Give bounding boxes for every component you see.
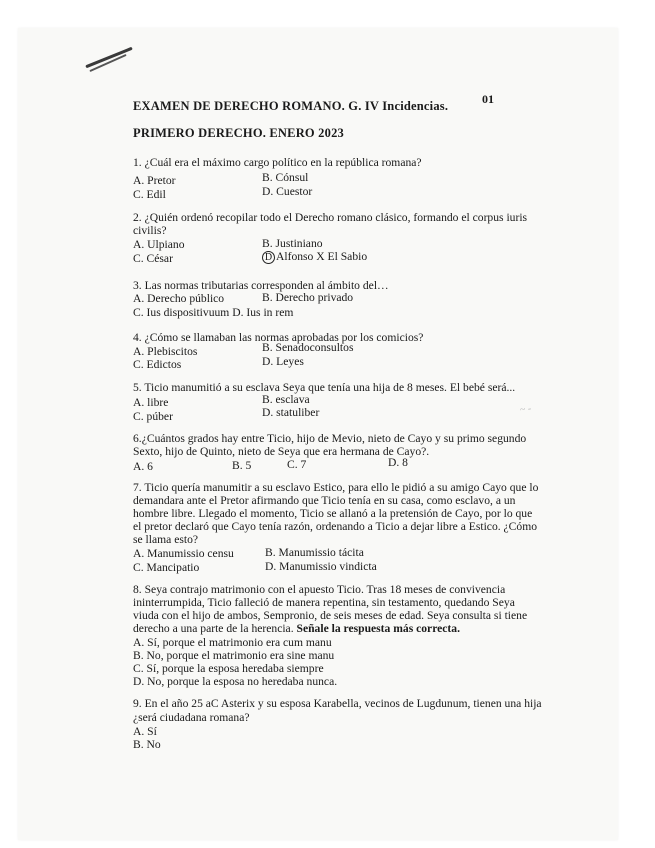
q7-option-d: D. Manumissio vindicta (265, 560, 377, 573)
q1-option-c: C. Edil (133, 188, 166, 201)
question-7-text: 7. Ticio quería manumitir a su esclavo Estico, para ello le pidió a su amigo Cayo que lo (133, 481, 539, 494)
question-9-text: ¿será ciudadana romana? (133, 711, 250, 724)
q6-option-c: C. 7 (287, 458, 307, 471)
question-8-text: ininterrumpida, Ticio falleció de manera repentina, sin testamento, quedando Seya (133, 596, 515, 609)
question-6-text: 6.¿Cuántos grados hay entre Ticio, hijo de Mevio, nieto de Cayo y su primo segundo (133, 432, 527, 445)
q4-option-d: D. Leyes (262, 355, 304, 368)
q4-option-c: C. Edictos (133, 358, 182, 371)
question-9-text: 9. En el año 25 aC Asterix y su esposa Karabella, vecinos de Lugdunum, tienen una hija (133, 697, 542, 710)
q7-option-b: B. Manumissio tácita (265, 546, 364, 559)
question-8-text-part: derecho a una parte de la herencia. (133, 622, 294, 635)
q6-option-d: D. 8 (388, 456, 408, 469)
q7-option-a: A. Manumissio censu (133, 547, 234, 560)
q3-option-a: A. Derecho público (133, 292, 225, 305)
q2-option-d (262, 250, 367, 264)
q9-option-a: A. Sí (133, 725, 157, 738)
question-6-text: Sexto, hijo de Quinto, nieto de Seya que era hermana de Cayo?. (133, 445, 430, 458)
q1-option-b: B. Cónsul (262, 171, 309, 184)
question-8-instruction: Señale la respuesta más correcta. (296, 622, 460, 635)
q5-option-c: C. púber (133, 410, 173, 423)
question-5-text: 5. Ticio manumitió a su esclava Seya que tenía una hija de 8 meses. El bebé será... (133, 381, 516, 394)
q3-option-b: B. Derecho privado (262, 291, 354, 304)
q8-option-b: B. No, porque el matrimonio era sine manu (133, 649, 335, 662)
question-4-text: 4. ¿Cómo se llamaban las normas aprobadas por los comicios? (133, 331, 424, 344)
exam-title: EXAMEN DE DERECHO ROMANO. G. IV Incidencias. (133, 99, 449, 113)
question-7-text: el pretor declaró que Cayo tenía razón, ordenando a Ticio a dejar libre a Estico. ¿Cómo (133, 520, 538, 533)
q8-option-c: C. Sí, porque la esposa heredaba siempre (133, 662, 324, 675)
question-8-text: viuda con el hijo de ambos, Sempronio, de seis meses de edad. Seya consulta si tiene (133, 609, 528, 622)
q3-option-c-d: C. Ius dispositivuum D. Ius in rem (133, 306, 294, 319)
question-7-text: demandara ante el Pretor afirmando que Ticio tenía en su casa, como esclavo, a un (133, 494, 516, 507)
question-3-text: 3. Las normas tributarias corresponden al ámbito del… (133, 279, 389, 292)
q6-option-b: B. 5 (232, 459, 252, 472)
question-7-text: se llama esto? (133, 533, 199, 546)
q5-option-b: B. esclava (262, 393, 310, 406)
q4-option-a: A. Plebiscitos (133, 345, 198, 358)
q5-option-a: A. libre (133, 396, 169, 409)
q5-option-d: D. statuliber (262, 406, 320, 419)
faint-pencil-mark: ~ - (519, 403, 532, 416)
question-2-text: 2. ¿Quién ordenó recopilar todo el Derecho romano clásico, formando el corpus iuris (133, 211, 528, 224)
q1-option-a: A. Pretor (133, 174, 176, 187)
question-2-text: civilis? (133, 224, 167, 237)
question-7-text: hombre libre. Llegado el momento, Ticio se allanó a la pretensión de Cayo, por lo que (133, 507, 533, 520)
q7-option-c: C. Mancipatio (133, 561, 200, 574)
question-1-text: 1. ¿Cuál era el máximo cargo político en la república romana? (133, 156, 422, 169)
page-number: 01 (482, 92, 494, 106)
question-8-text (133, 622, 460, 635)
q6-option-a: A. 6 (133, 460, 153, 473)
q9-option-b: B. No (133, 738, 161, 751)
q2-option-b: B. Justiniano (262, 237, 323, 250)
q8-option-a: A. Sí, porque el matrimonio era cum manu (133, 636, 332, 649)
exam-subtitle: PRIMERO DERECHO. ENERO 2023 (133, 126, 344, 140)
q1-option-d: D. Cuestor (262, 185, 313, 198)
q2-option-c: C. César (133, 252, 173, 265)
q4-option-b: B. Senadoconsultos (262, 341, 354, 354)
q2-option-a: A. Ulpiano (133, 238, 185, 251)
answer-circle-mark: D (262, 251, 275, 264)
q2-option-d-text: Alfonso X El Sabio (276, 250, 368, 263)
question-8-text: 8. Seya contrajo matrimonio con el apuesto Ticio. Tras 18 meses de convivencia (133, 583, 506, 596)
q8-option-d: D. No, porque la esposa no heredaba nunca. (133, 675, 338, 688)
